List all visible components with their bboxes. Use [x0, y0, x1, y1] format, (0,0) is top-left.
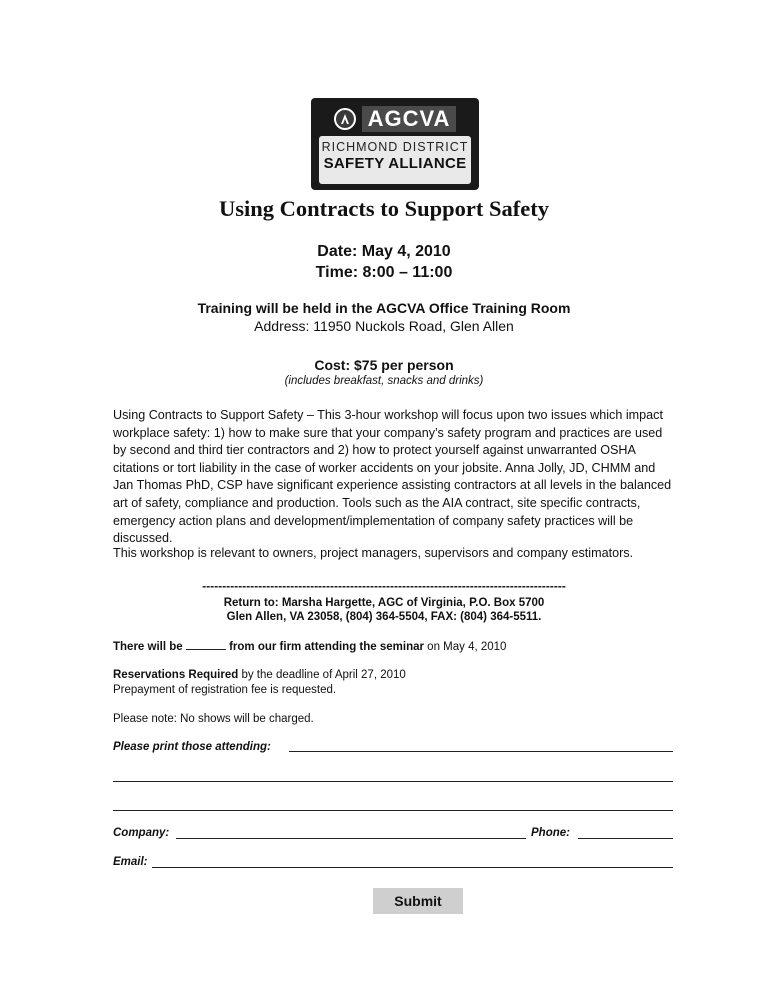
- divider: -------------------------------------------------------------------------------------------: [202, 579, 566, 593]
- page-title: Using Contracts to Support Safety: [218, 196, 549, 221]
- phone-label: Phone:: [531, 827, 570, 839]
- return-address-line1: Return to: Marsha Hargette, AGC of Virginia, P.O. Box 5700: [223, 597, 545, 609]
- agcva-logo: [311, 98, 479, 190]
- logo-line2: SAFETY ALLIANCE: [323, 155, 467, 172]
- logo-line1: RICHMOND DISTRICT: [321, 140, 469, 154]
- attendance-prefix: There will be: [113, 641, 183, 653]
- company-field[interactable]: [176, 838, 526, 839]
- reservations-line: [113, 668, 678, 683]
- event-address: Address: 11950 Nuckols Road, Glen Allen: [254, 318, 514, 334]
- attendees-field-3[interactable]: [113, 810, 673, 811]
- email-field[interactable]: [152, 867, 673, 868]
- reservations-deadline: by the deadline of April 27, 2010: [241, 669, 406, 681]
- attendees-field-2[interactable]: [113, 781, 673, 782]
- prepayment-text: Prepayment of registration fee is requested.: [113, 684, 337, 696]
- event-location: Training will be held in the AGCVA Office Training Room: [197, 300, 571, 316]
- attendance-suffix: from our firm attending the seminar: [229, 641, 424, 653]
- cost-note: (includes breakfast, snacks and drinks): [284, 375, 484, 387]
- workshop-description: Using Contracts to Support Safety – This 3-hour workshop will focus upon two issues which impact workplace safety: 1) how to make sure that your company’s safety program and practices are used by second and third tier contractors and 2) how to protect yourself against unwarranted OSHA citations or tort liability in the case of worker accidents on your jobsite. Anna Jolly, JD, CHMM and Jan Thomas PhD, CSP have significant experience assisting contractors at all levels in the balanced art of safety, compliance and production. Tools such as the AIA contract, site specific contracts, emergency action plans and development/implementation of company safety practices will be discussed.: [113, 408, 672, 546]
- return-address-line2: Glen Allen, VA 23058, (804) 364-5504, FAX: (804) 364-5511.: [226, 611, 542, 623]
- logo-brand: AGCVA: [362, 106, 457, 132]
- event-time: Time: 8:00 – 11:00: [315, 264, 453, 281]
- attendees-field-1[interactable]: [289, 751, 673, 752]
- event-cost: Cost: $75 per person: [314, 357, 454, 373]
- attendees-label: Please print those attending:: [113, 741, 271, 753]
- reservations-label: Reservations Required: [113, 669, 239, 681]
- event-date: Date: May 4, 2010: [317, 243, 451, 260]
- phone-field[interactable]: [578, 838, 673, 839]
- workshop-relevance: This workshop is relevant to owners, project managers, supervisors and company estimators.: [113, 546, 634, 560]
- no-show-note: Please note: No shows will be charged.: [113, 713, 314, 725]
- attendance-date: on May 4, 2010: [427, 641, 507, 653]
- submit-button[interactable]: Submit: [373, 888, 463, 914]
- email-label: Email:: [113, 856, 148, 868]
- attendance-line: [113, 639, 678, 655]
- agc-emblem-icon: [334, 108, 356, 130]
- company-label: Company:: [113, 827, 170, 839]
- attendee-count-field[interactable]: [186, 639, 226, 650]
